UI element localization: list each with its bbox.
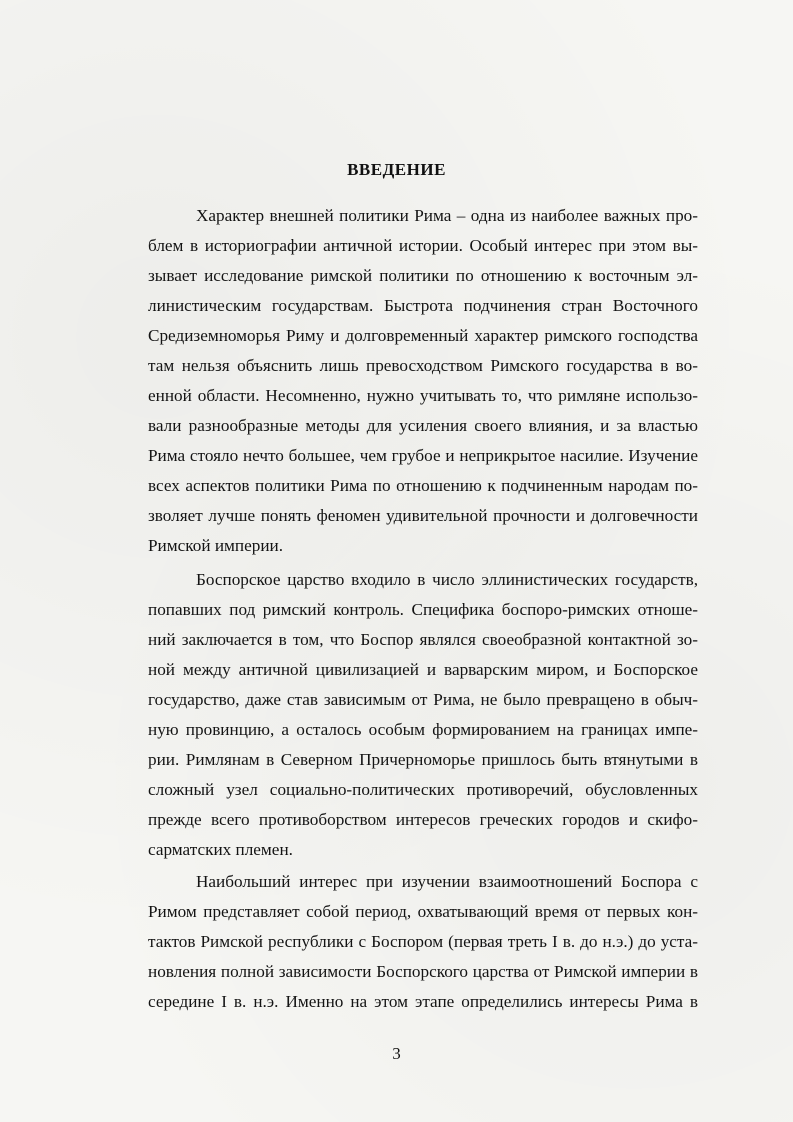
page-number: 3 (392, 1044, 401, 1063)
text-line: середине I в. н.э. Именно на этом этапе определились интересы Рима в (148, 992, 698, 1011)
text-line: Наибольший интерес при изучении взаимоотношений Боспора с (196, 872, 698, 891)
text-line: ной между античной цивилизацией и варварским миром, и Боспорское (148, 660, 698, 679)
text-line: ний заключается в том, что Боспор являлся своеобразной контактной зо- (148, 630, 698, 649)
text-line: линистическим государствам. Быстрота подчинения стран Восточного (148, 296, 698, 315)
text-line: вали разнообразные методы для усиления своего влияния, и за властью (148, 416, 698, 435)
text-line: всех аспектов политики Рима по отношению к подчиненным народам по- (148, 476, 698, 495)
text-line: ную провинцию, а осталось особым формированием на границах импе- (148, 720, 698, 739)
text-line: Рима стояло нечто большее, чем грубое и неприкрытое насилие. Изучение (148, 446, 698, 465)
text-line: енной области. Несомненно, нужно учитывать то, что римляне использо- (148, 386, 698, 405)
text-line: Боспорское царство входило в число эллинистических государств, (196, 570, 698, 589)
text-line: Средиземноморья Риму и долговременный характер римского господства (148, 326, 698, 345)
text-line: Характер внешней политики Рима – одна из наиболее важных про- (196, 206, 698, 225)
text-line: Римом представляет собой период, охватывающий время от первых кон- (148, 902, 698, 921)
text-line: новления полной зависимости Боспорского царства от Римской империи в (148, 962, 698, 981)
text-line: сарматских племен. (148, 840, 293, 859)
text-line: попавших под римский контроль. Специфика боспоро-римских отноше- (148, 600, 698, 619)
text-line: блем в историографии античной истории. Особый интерес при этом вы- (148, 236, 698, 255)
page-title: ВВЕДЕНИЕ (347, 160, 446, 179)
text-line: прежде всего противоборством интересов греческих городов и скифо- (148, 810, 698, 829)
text-line: зывает исследование римской политики по отношению к восточным эл- (148, 266, 698, 285)
text-line: зволяет лучше понять феномен удивительной прочности и долговечности (148, 506, 698, 525)
text-line: Римской империи. (148, 536, 284, 555)
text-line: тактов Римской республики с Боспором (первая треть I в. до н.э.) до уста- (148, 932, 698, 951)
text-line: рии. Римлянам в Северном Причерноморье пришлось быть втянутыми в (148, 750, 698, 769)
text-line: там нельзя объяснить лишь превосходством Римского государства в во- (148, 356, 698, 375)
text-line: государство, даже став зависимым от Рима, не было превращено в обыч- (148, 690, 698, 709)
text-line: сложный узел социально-политических противоречий, обусловленных (148, 780, 698, 799)
